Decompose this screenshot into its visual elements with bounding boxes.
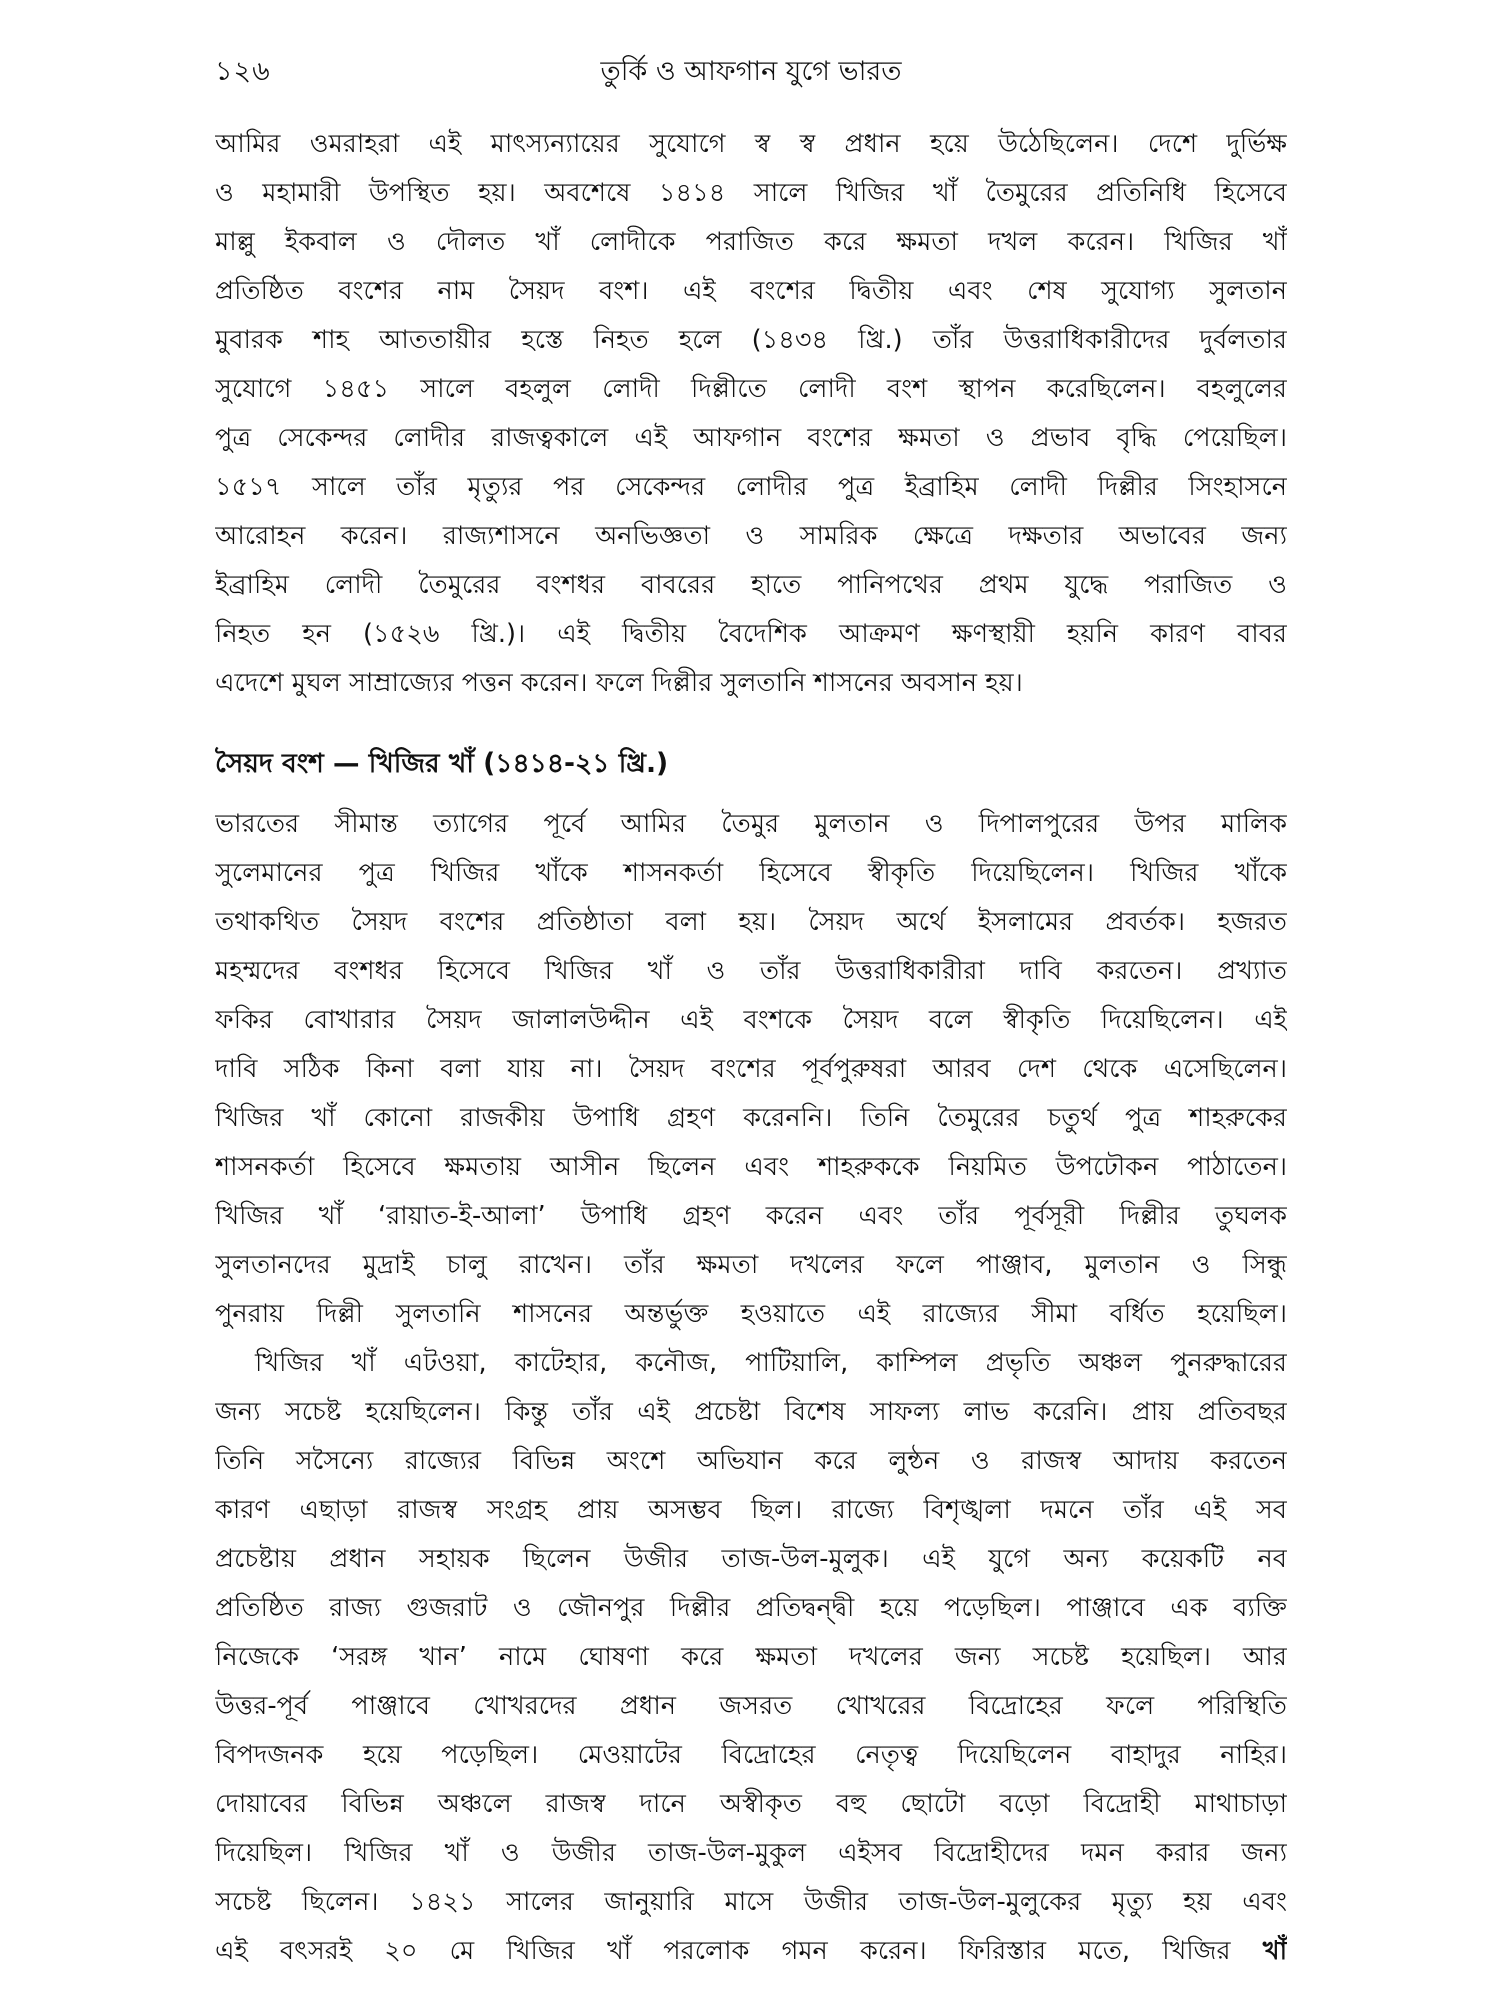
text-line: তিনি সসৈন্যে রাজ্যের বিভিন্ন অংশে অভিযান করে লুন্ঠন ও রাজস্ব আদায় করতেন <box>215 1446 1287 1476</box>
text-line: নিহত হন (১৫২৬ খ্রি.)। এই দ্বিতীয় বৈদেশিক আক্রমণ ক্ষণস্থায়ী হয়নি কারণ বাবর <box>215 619 1287 649</box>
page-number: ১২৬ <box>215 56 271 87</box>
paragraph-last-line <box>215 1927 1287 1976</box>
text-line: মুবারক শাহ আততায়ীর হস্তে নিহত হলে (১৪৩৪ খ্রি.) তাঁর উত্তরাধিকারীদের দুর্বলতার <box>215 325 1287 355</box>
text-line: শাসনকর্তা হিসেবে ক্ষমতায় আসীন ছিলেন এবং শাহরুককে নিয়মিত উপঢৌকন পাঠাতেন। <box>215 1152 1287 1182</box>
text-line: প্রচেষ্টায় প্রধান সহায়ক ছিলেন উজীর তাজ-উল-মুলুক। এই যুগে অন্য কয়েকটি নব <box>215 1544 1287 1574</box>
text-line: ফকির বোখারার সৈয়দ জালালউদ্দীন এই বংশকে সৈয়দ বলে স্বীকৃতি দিয়েছিলেন। এই <box>215 1005 1287 1035</box>
text-line: পুত্র সেকেন্দর লোদীর রাজত্বকালে এই আফগান বংশের ক্ষমতা ও প্রভাব বৃদ্ধি পেয়েছিল। <box>215 423 1287 453</box>
text-line: কারণ এছাড়া রাজস্ব সংগ্রহ প্রায় অসম্ভব ছিল। রাজ্যে বিশৃঙ্খলা দমনে তাঁর এই সব <box>215 1495 1287 1525</box>
text-line: ও মহামারী উপস্থিত হয়। অবশেষে ১৪১৪ সালে খিজির খাঁ তৈমুরের প্রতিনিধি হিসেবে <box>215 178 1287 208</box>
paragraph-intro <box>215 120 1287 708</box>
last-line-bold-tail: খাঁ <box>1262 1936 1287 1966</box>
text-line: খিজির খাঁ এটওয়া, কাটেহার, কনৌজ, পাটিয়ালি, কাম্পিল প্রভৃতি অঞ্চল পুনরুদ্ধারের <box>255 1348 1287 1378</box>
text-line: সচেষ্ট ছিলেন। ১৪২১ সালের জানুয়ারি মাসে উজীর তাজ-উল-মুলুকের মৃত্যু হয় এবং <box>215 1887 1287 1917</box>
text-line: সুযোগে ১৪৫১ সালে বহলুল লোদী দিল্লীতে লোদী বংশ স্থাপন করেছিলেন। বহলুলের <box>215 374 1287 404</box>
text-line: মহম্মদের বংশধর হিসেবে খিজির খাঁ ও তাঁর উত্তরাধিকারীরা দাবি করতেন। প্রখ্যাত <box>215 956 1287 986</box>
last-line-text: এই বৎসরই ২০ মে খিজির খাঁ পরলোক গমন করেন। ফিরিস্তার মতে, খিজির <box>215 1936 1263 1966</box>
running-title: তুর্কি ও আফগান যুগে ভারত <box>600 56 902 87</box>
paragraph-khizr-khan-campaigns <box>215 1339 1287 1927</box>
text-line: মাল্লু ইকবাল ও দৌলত খাঁ লোদীকে পরাজিত করে ক্ষমতা দখল করেন। খিজির খাঁ <box>215 227 1287 257</box>
text-line: এদেশে মুঘল সাম্রাজ্যের পত্তন করেন। ফলে দিল্লীর সুলতানি শাসনের অবসান হয়। <box>215 668 1023 698</box>
text-line: প্রতিষ্ঠিত রাজ্য গুজরাট ও জৌনপুর দিল্লীর প্রতিদ্বন্দ্বী হয়ে পড়েছিল। পাঞ্জাবে এক ব্যক্তি <box>215 1593 1287 1623</box>
text-line: খিজির খাঁ ‘রায়াত-ই-আলা’ উপাধি গ্রহণ করেন এবং তাঁর পূর্বসূরী দিল্লীর তুঘলক <box>215 1201 1287 1231</box>
text-line: খিজির খাঁ কোনো রাজকীয় উপাধি গ্রহণ করেননি। তিনি তৈমুরের চতুর্থ পুত্র শাহরুকের <box>215 1103 1287 1133</box>
page-header <box>215 52 1287 92</box>
text-line: সুলতানদের মুদ্রাই চালু রাখেন। তাঁর ক্ষমতা দখলের ফলে পাঞ্জাব, মুলতান ও সিন্ধু <box>215 1250 1287 1280</box>
paragraph-sayyid-dynasty <box>215 800 1287 1339</box>
text-line: তথাকথিত সৈয়দ বংশের প্রতিষ্ঠাতা বলা হয়। সৈয়দ অর্থে ইসলামের প্রবর্তক। হজরত <box>215 907 1287 937</box>
text-line: দোয়াবের বিভিন্ন অঞ্চলে রাজস্ব দানে অস্বীকৃত বহু ছোটো বড়ো বিদ্রোহী মাথাচাড়া <box>215 1789 1287 1819</box>
text-line: নিজেকে ‘সরঙ্গ খান’ নামে ঘোষণা করে ক্ষমতা দখলের জন্য সচেষ্ট হয়েছিল। আর <box>215 1642 1287 1672</box>
text-line: আরোহন করেন। রাজ্যশাসনে অনভিজ্ঞতা ও সামরিক ক্ষেত্রে দক্ষতার অভাবের জন্য <box>215 521 1287 551</box>
text-line: জন্য সচেষ্ট হয়েছিলেন। কিন্তু তাঁর এই প্রচেষ্টা বিশেষ সাফল্য লাভ করেনি। প্রায় প্রতিবছর <box>215 1397 1287 1427</box>
text-line: পুনরায় দিল্লী সুলতানি শাসনের অন্তর্ভুক্ত হওয়াতে এই রাজ্যের সীমা বর্ধিত হয়েছিল। <box>215 1299 1287 1329</box>
text-line: দাবি সঠিক কিনা বলা যায় না। সৈয়দ বংশের পূর্বপুরুষরা আরব দেশ থেকে এসেছিলেন। <box>215 1054 1287 1084</box>
text-line: সুলেমানের পুত্র খিজির খাঁকে শাসনকর্তা হিসেবে স্বীকৃতি দিয়েছিলেন। খিজির খাঁকে <box>215 858 1287 888</box>
text-line: ভারতের সীমান্ত ত্যাগের পূর্বে আমির তৈমুর মুলতান ও দিপালপুরের উপর মালিক <box>215 809 1287 839</box>
text-line: উত্তর-পূর্ব পাঞ্জাবে খোখরদের প্রধান জসরত খোখরের বিদ্রোহের ফলে পরিস্থিতি <box>215 1691 1287 1721</box>
text-line: ইব্রাহিম লোদী তৈমুরের বংশধর বাবরের হাতে পানিপথের প্রথম যুদ্ধে পরাজিত ও <box>215 570 1287 600</box>
section-heading: সৈয়দ বংশ — খিজির খাঁ (১৪১৪-২১ খ্রি.) <box>215 748 669 779</box>
text-line: প্রতিষ্ঠিত বংশের নাম সৈয়দ বংশ। এই বংশের দ্বিতীয় এবং শেষ সুযোগ্য সুলতান <box>215 276 1287 306</box>
text-line: ১৫১৭ সালে তাঁর মৃত্যুর পর সেকেন্দর লোদীর পুত্র ইব্রাহিম লোদী দিল্লীর সিংহাসনে <box>215 472 1287 502</box>
text-line: বিপদজনক হয়ে পড়েছিল। মেওয়াটের বিদ্রোহের নেতৃত্ব দিয়েছিলেন বাহাদুর নাহির। <box>215 1740 1287 1770</box>
text-line-last <box>215 1927 1287 1976</box>
text-line: দিয়েছিল। খিজির খাঁ ও উজীর তাজ-উল-মুকুল এইসব বিদ্রোহীদের দমন করার জন্য <box>215 1838 1287 1868</box>
text-line: আমির ওমরাহরা এই মাৎস্যন্যায়ের সুযোগে স্ব স্ব প্রধান হয়ে উঠেছিলেন। দেশে দুর্ভিক্ষ <box>215 129 1287 159</box>
